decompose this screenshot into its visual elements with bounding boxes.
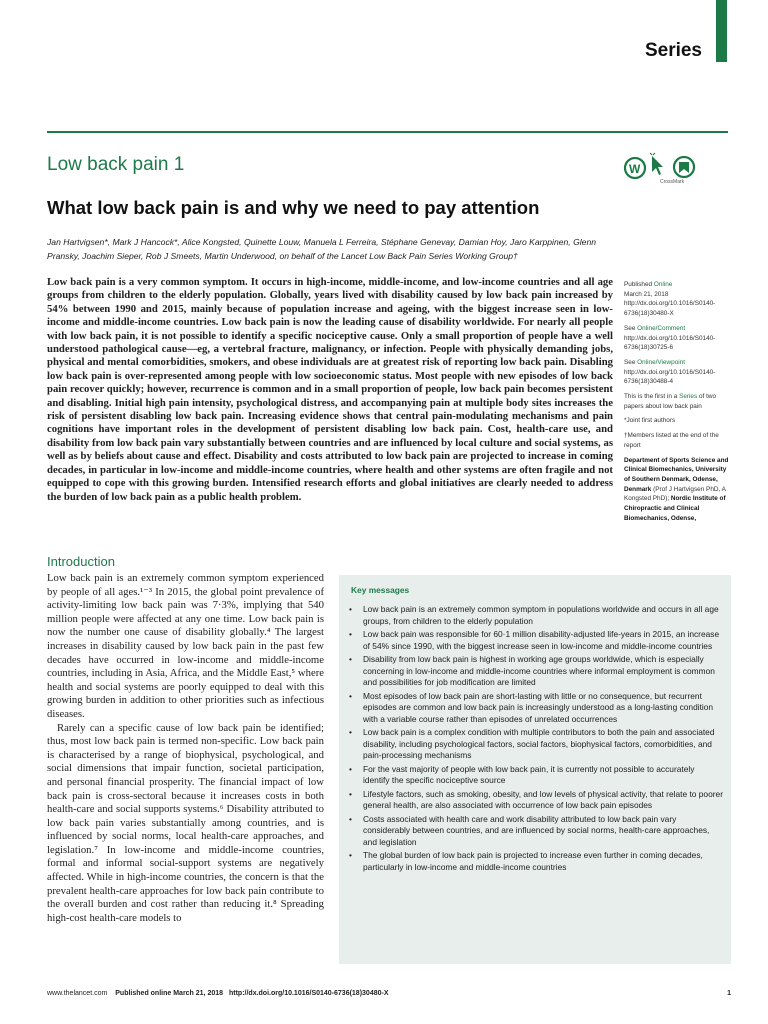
series-color-tab bbox=[716, 0, 727, 62]
page-number: 1 bbox=[727, 990, 731, 997]
key-message-text: Disability from low back pain is highest in working age groups worldwide, which is especially concerning in low-income and middle-income countries where informal employment is common and possibilities for job modification are limited bbox=[363, 654, 715, 687]
key-message-text: For the vast majority of people with low back pain, it is currently not possible to accurately identify the specific nociceptive source bbox=[363, 763, 695, 785]
key-message-item bbox=[349, 604, 723, 627]
series-note bbox=[624, 392, 734, 411]
bullet: • bbox=[349, 654, 352, 664]
bullet: • bbox=[349, 604, 352, 614]
members-note: †Members listed at the end of the report bbox=[624, 432, 719, 449]
series-note-text: This is the first in a bbox=[624, 393, 678, 401]
svg-text:W: W bbox=[629, 162, 641, 176]
see-prefix: See bbox=[624, 324, 636, 332]
header-rule bbox=[47, 131, 728, 133]
introduction-heading: Introduction bbox=[47, 554, 115, 569]
bullet: • bbox=[349, 850, 352, 860]
key-message-text: Lifestyle factors, such as smoking, obesity, and low levels of physical activity, that relate to poorer general health, are also associated with occurrence of low back pain episodes bbox=[363, 788, 723, 810]
see-viewpoint bbox=[624, 358, 734, 387]
affiliation: Nordic Institute of Chiropractic and Clinical Biomechanics, Odense, bbox=[624, 495, 726, 522]
key-message-item bbox=[349, 764, 723, 787]
series-title: Low back pain 1 bbox=[47, 154, 185, 175]
page-footer bbox=[47, 990, 731, 997]
section-label: Series bbox=[644, 40, 702, 61]
key-messages-list bbox=[349, 604, 723, 875]
abstract: Low back pain is a very common symptom. It occurs in high-income, middle-income, and low-income countries and all age groups from children to the elderly population. Globally, years lived with disability caused by low back pain increased by 54% between 1990 and 2015, mainly because of population increase and ageing, with the biggest increase seen in low-income and middle-income countries. Low back pain is now the leading cause of disability worldwide. For nearly all people with low back pain, it is not possible to identify a specific nociceptive cause. Only a small proportion of people have a well understood pathological cause—eg, a vertebral fracture, malignancy, or infection. People with physically demanding jobs, physical and mental comorbidities, smokers, and obese individuals are at greatest risk of reporting low back pain. Disabling low back pain is over-represented among people with low socioeconomic status. Most people with new episodes of low back pain recover quickly; however, recurrence is common and in a small proportion of people, low back pain becomes persistent and disabling. Initial high pain intensity, psychological distress, and accompanying pain at multiple body sites increases the risk of persistent disabling low back pain. Increasing evidence shows that central pain-modulating mechanisms and pain cognitions have important roles in the development of persistent disabling low back pain. Cost, health-care use, and disability from low back pain vary substantially between countries and are influenced by local culture and social systems, as well as by beliefs about cause and effect. Disability and costs attributed to low back pain are projected to increase in coming decades, in particular in low-income and middle-income countries, where health and other systems are often fragile and not equipped to cope with this growing burden. Intensified research efforts and global initiatives are clearly needed to address the burden of low back pain as a public health problem. bbox=[47, 276, 613, 503]
footer-published: Published online March 21, 2018 bbox=[115, 990, 224, 997]
series-link[interactable]: Series bbox=[679, 393, 698, 401]
bullet: • bbox=[349, 629, 352, 639]
bullet: • bbox=[349, 763, 352, 774]
body-text-column bbox=[47, 572, 324, 925]
comment-link[interactable]: Online/Comment bbox=[637, 324, 686, 332]
key-message-item bbox=[349, 691, 723, 726]
affiliation-names: (Prof J Hartvigsen PhD, A Kongsted PhD); bbox=[624, 485, 726, 503]
key-message-text: Low back pain was responsible for 60·1 million disability-adjusted life-years in 2015, an increase of 54% since 1990, with the biggest increase seen in low-income and middle-income countries bbox=[363, 629, 720, 651]
see-prefix: See bbox=[624, 358, 636, 366]
published-info bbox=[624, 280, 734, 319]
key-message-text: The global burden of low back pain is projected to increase even further in coming decades, particularly in low-income and middle-income countries bbox=[363, 850, 703, 872]
article-title: What low back pain is and why we need to pay attention bbox=[47, 197, 540, 218]
key-message-text: Low back pain is an extremely common symptom in populations worldwide and occurs in all age groups, from children to the elderly population bbox=[363, 604, 719, 626]
body-paragraph: Rarely can a specific cause of low back pain be identified; thus, most low back pain is termed non-specific. Low back pain is characterised by a range of biophysical, psychological, and social dimensions that impair function, societal participation, and personal financial prosperity. The financial impact of low back pain is cross-sectoral because it increases costs in both health-care and social supports systems.⁶ Disability attributed to low back pain varies substantially among countries, and is influenced by social norms, local health-care approaches, and legislation.⁷ In low-income and middle-income countries, formal and informal social-support systems are negatively affected. While in high-income countries, the concern is that the prevalent health-care approaches for low back pain contribute to the overall burden and cost rather than reducing it.⁸ Spreading high-cost health-care models to bbox=[47, 721, 324, 924]
bullet: • bbox=[349, 813, 352, 824]
article-sidebar bbox=[624, 280, 734, 528]
see-comment bbox=[624, 324, 734, 353]
bullet: • bbox=[349, 727, 352, 737]
published-date: March 21, 2018 bbox=[624, 290, 669, 298]
series-note-text: of two papers about low back pain bbox=[624, 393, 717, 410]
key-message-item bbox=[349, 814, 723, 849]
affiliation: Department of Sports Science and Clinical Biomechanics, University of Southern Denmark, Odense, Denmark bbox=[624, 456, 729, 493]
bullet: • bbox=[349, 788, 352, 799]
viewpoint-link[interactable]: Online/Viewpoint bbox=[637, 358, 685, 366]
doi-link[interactable]: http://dx.doi.org/10.1016/S0140-6736(18)30488-4 bbox=[624, 368, 716, 386]
key-message-text: Most episodes of low back pain are short-lasting with little or no consequence, but recurrent episodes are common and low back pain is increasingly understood as a long-lasting condition with a variable course rather than episodes of unrelated occurrences bbox=[363, 690, 714, 724]
key-message-text: Low back pain is a complex condition with multiple contributors to both the pain and associated disability, including psychological factors, social factors, biophysical factors, comorbidities, and pain-processing mechanisms bbox=[363, 727, 715, 760]
doi-link[interactable]: http://dx.doi.org/10.1016/S0140-6736(18)30725-6 bbox=[624, 334, 716, 352]
key-message-item bbox=[349, 789, 723, 812]
key-message-text: Costs associated with health care and work disability attributed to low back pain vary considerably between countries, and are influenced by social norms, health-care approaches, and legislation bbox=[363, 813, 710, 847]
author-list: Jan Hartvigsen*, Mark J Hancock*, Alice Kongsted, Quinette Louw, Manuela L Ferreira, Stéphane Genevay, Damian Hoy, Jaro Karppinen, Glenn Pransky, Joachim Sieper, Rob J Smeets, Martin Underwood, on behalf of the Lancet Low Back Pain Series Working Group† bbox=[47, 237, 597, 261]
footer-site-link[interactable]: www.thelancet.com bbox=[47, 990, 108, 997]
bullet: • bbox=[349, 690, 352, 701]
published-online-link[interactable]: Online bbox=[653, 281, 673, 288]
key-message-item bbox=[349, 654, 723, 689]
key-messages-title: Key messages bbox=[351, 585, 410, 595]
joint-first-note: *Joint first authors bbox=[624, 417, 676, 425]
key-message-item bbox=[349, 850, 723, 873]
footer-doi-link[interactable]: http://dx.doi.org/10.1016/S0140-6736(18)30480-X bbox=[228, 990, 389, 997]
key-message-item bbox=[349, 629, 723, 652]
affiliations bbox=[624, 456, 734, 524]
key-message-item bbox=[349, 727, 723, 762]
published-prefix: Published bbox=[624, 281, 653, 288]
doi-link[interactable]: http://dx.doi.org/10.1016/S0140-6736(18)30480-X bbox=[624, 300, 716, 318]
crossmark-label: CrossMark bbox=[660, 179, 685, 185]
key-messages-panel bbox=[339, 575, 731, 964]
body-paragraph: Low back pain is an extremely common symptom experienced by people of all ages.¹⁻³ In 2015, the global point prevalence of activity-limiting low back pain was 7·3%, implying that 540 million people were affected at any one time. Low back pain is now the number one cause of disability globally.⁴ The largest increases in disability caused by low back pain in the past few decades have occurred in low-income and middle-income countries, including in Asia, Africa, and the Middle East,⁵ where health and social systems are poorly equipped to deal with this growing burden in addition to other priorities such as infectious diseases. bbox=[47, 572, 324, 720]
